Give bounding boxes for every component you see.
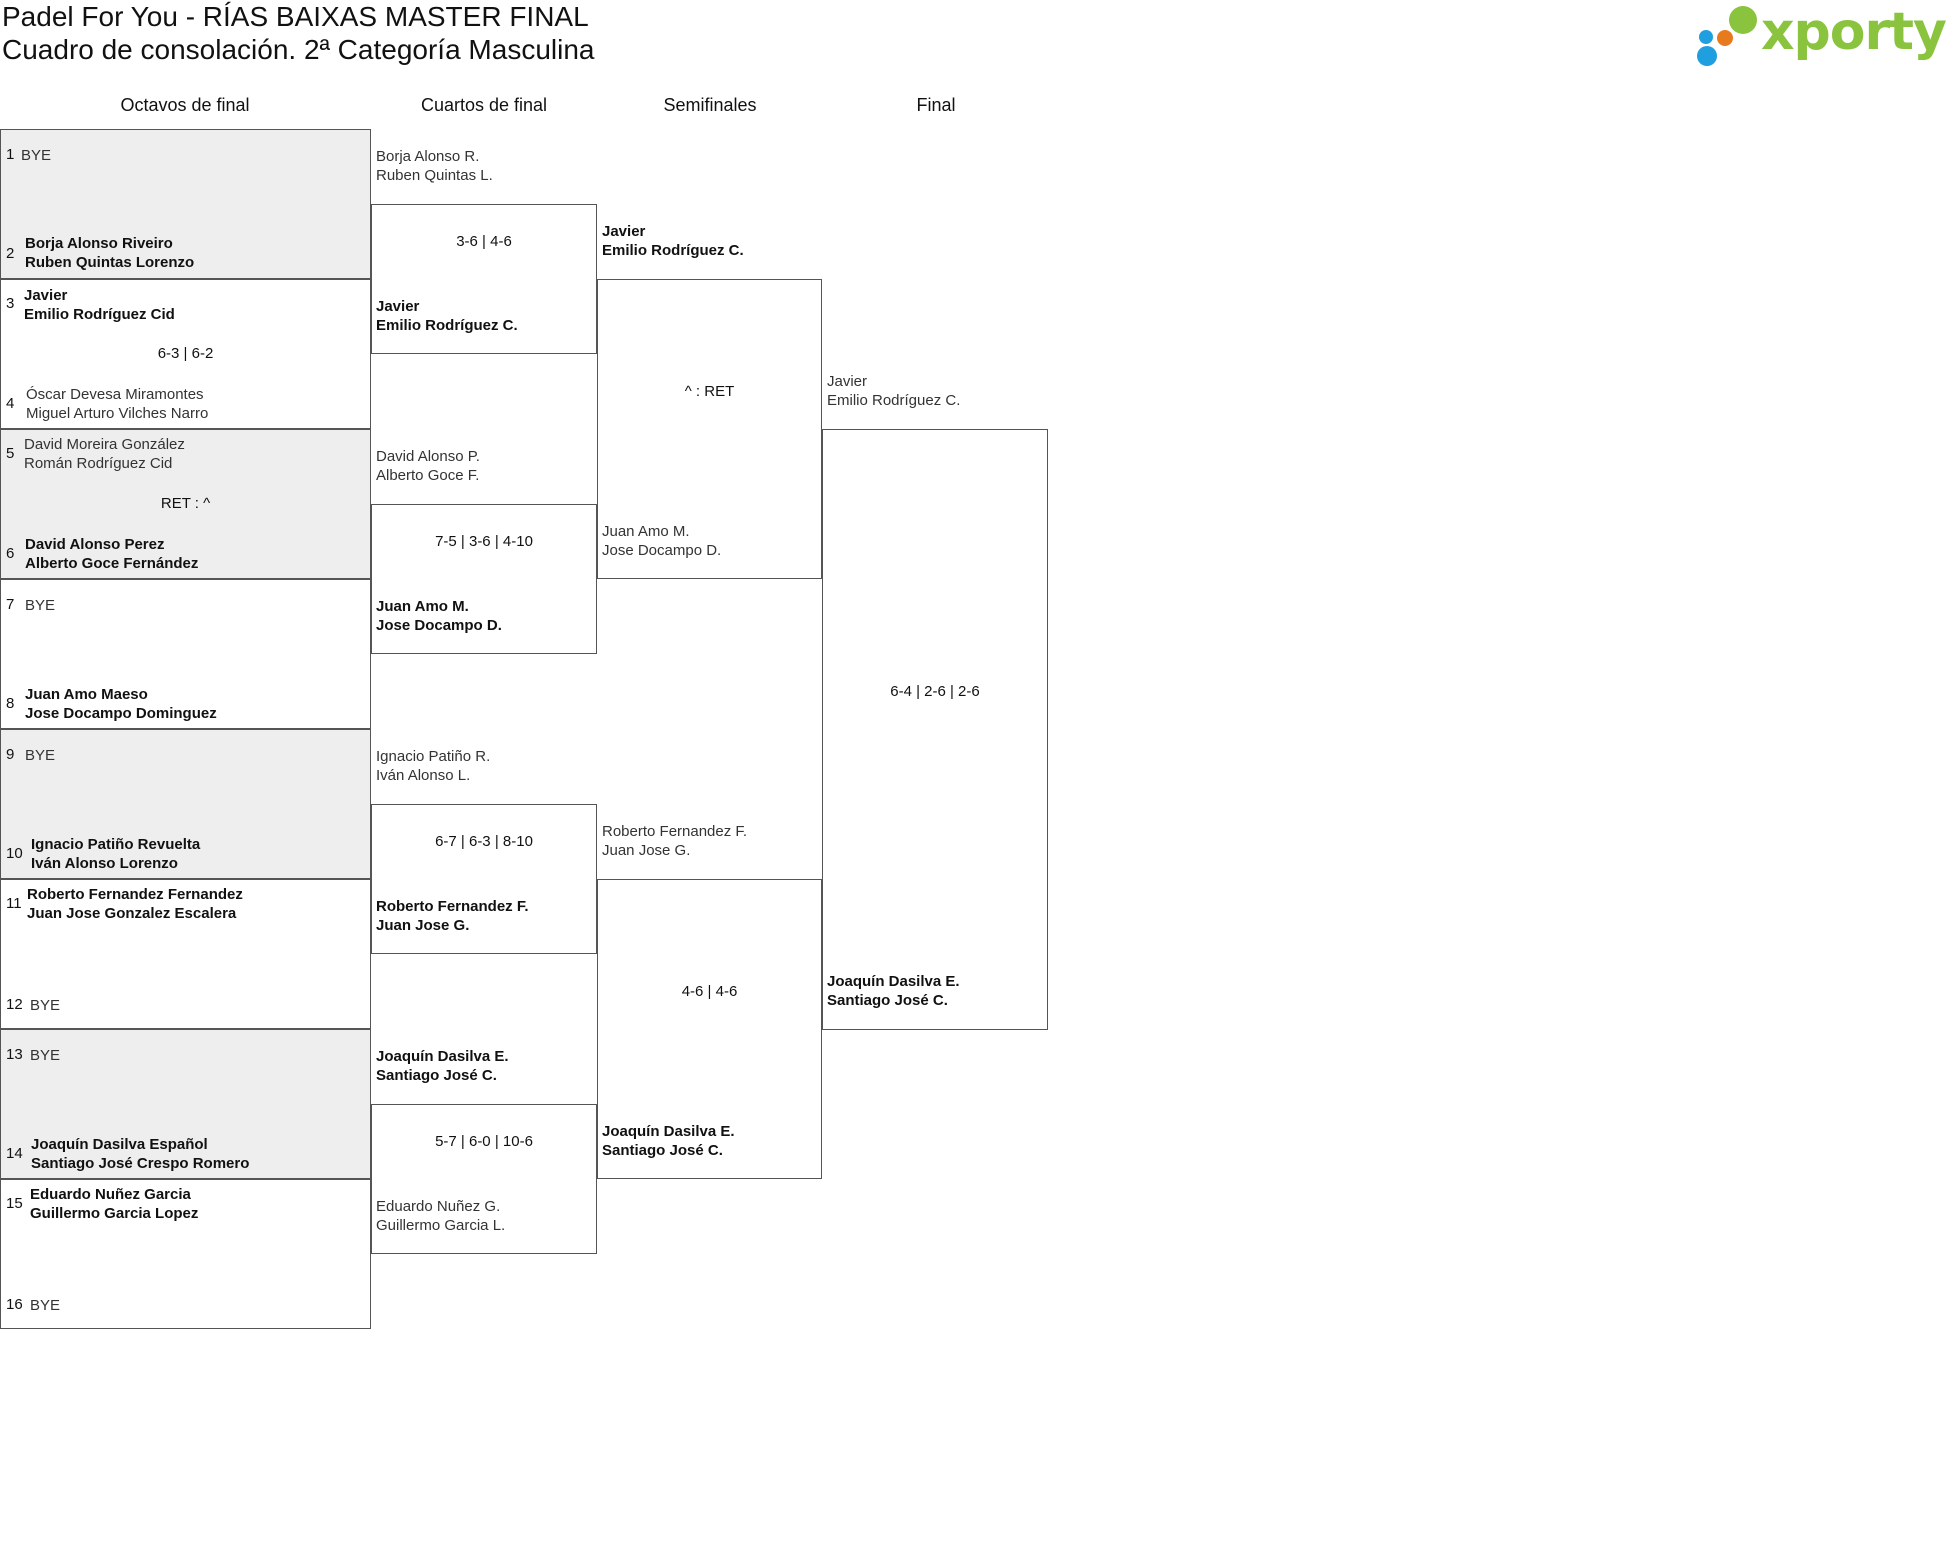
match-score: 6-3 | 6-2 xyxy=(157,345,214,362)
player-name: Alberto Goce F. xyxy=(376,467,480,484)
player-name: Miguel Arturo Vilches Narro xyxy=(26,405,209,422)
match-score: ^ : RET xyxy=(684,383,735,400)
seed-number: 8 xyxy=(6,695,15,712)
player-name: Joaquín Dasilva E. xyxy=(827,973,960,990)
player-name: Santiago José C. xyxy=(827,992,948,1009)
team-players xyxy=(24,435,185,473)
seed-number: 16 xyxy=(6,1296,23,1313)
logo-text: xporty xyxy=(1761,2,1946,62)
player-name: BYE xyxy=(25,747,56,764)
team-players xyxy=(25,535,198,573)
player-name: Ruben Quintas L. xyxy=(376,167,493,184)
team-players xyxy=(376,1197,505,1235)
player-name: Roberto Fernandez F. xyxy=(376,898,529,915)
player-name: Santiago José Crespo Romero xyxy=(31,1155,250,1172)
seed-number: 15 xyxy=(6,1195,23,1212)
player-name: Javier xyxy=(376,298,420,315)
player-name: Javier xyxy=(602,223,646,240)
logo-dot-green xyxy=(1729,6,1757,34)
team-players xyxy=(602,222,744,260)
match-score: 6-7 | 6-3 | 8-10 xyxy=(435,833,533,850)
team-players xyxy=(30,1296,60,1315)
page-title: Padel For You - RÍAS BAIXAS MASTER FINAL xyxy=(2,1,589,32)
team-players xyxy=(31,835,200,873)
player-name: Borja Alonso R. xyxy=(376,148,480,165)
player-name: Jose Docampo Dominguez xyxy=(25,705,217,722)
player-name: Ignacio Patiño R. xyxy=(376,748,491,765)
match-score: 3-6 | 4-6 xyxy=(456,233,512,250)
player-name: Guillermo Garcia L. xyxy=(376,1217,506,1234)
match-score: 4-6 | 4-6 xyxy=(681,983,738,1000)
team-players xyxy=(30,1046,60,1065)
round-header-cuartos: Cuartos de final xyxy=(420,95,548,115)
player-name: Joaquín Dasilva Español xyxy=(31,1136,208,1153)
team-players xyxy=(602,522,721,560)
team-players xyxy=(24,286,175,324)
team-players xyxy=(30,1185,198,1223)
logo-dot-orange xyxy=(1717,30,1733,46)
team-players xyxy=(25,746,55,765)
team-players xyxy=(27,885,243,923)
player-name: BYE xyxy=(25,597,56,614)
player-name: Ignacio Patiño Revuelta xyxy=(31,836,201,853)
player-name: BYE xyxy=(30,997,61,1014)
round-header-semis: Semifinales xyxy=(663,95,757,115)
player-name: Borja Alonso Riveiro xyxy=(25,235,173,252)
player-name: Juan Amo Maeso xyxy=(25,686,148,703)
team-players xyxy=(827,372,960,410)
match-score: 5-7 | 6-0 | 10-6 xyxy=(435,1133,533,1150)
team-players xyxy=(31,1135,249,1173)
seed-number: 5 xyxy=(6,445,15,462)
team-players xyxy=(376,597,502,635)
player-name: BYE xyxy=(30,1047,61,1064)
player-name: Javier xyxy=(24,287,68,304)
player-name: Roberto Fernandez Fernandez xyxy=(27,886,243,903)
seed-number: 10 xyxy=(6,845,23,862)
team-players xyxy=(21,146,51,165)
player-name: David Alonso Perez xyxy=(25,536,165,553)
player-name: Guillermo Garcia Lopez xyxy=(30,1205,199,1222)
team-players xyxy=(26,385,208,423)
xporty-logo[interactable] xyxy=(1695,2,1946,72)
team-players xyxy=(376,447,480,485)
seed-number: 6 xyxy=(6,545,15,562)
player-name: Jose Docampo D. xyxy=(602,542,722,559)
player-name: Santiago José C. xyxy=(602,1142,723,1159)
seed-number: 14 xyxy=(6,1145,23,1162)
player-name: Roberto Fernandez F. xyxy=(602,823,748,840)
player-name: BYE xyxy=(21,147,52,164)
seed-number: 3 xyxy=(6,295,15,312)
team-players xyxy=(30,996,60,1015)
logo-dot-blue xyxy=(1697,46,1717,66)
player-name: Juan Jose G. xyxy=(376,917,470,934)
player-name: Juan Jose Gonzalez Escalera xyxy=(27,905,237,922)
player-name: Iván Alonso L. xyxy=(376,767,471,784)
team-players xyxy=(376,147,493,185)
player-name: Joaquín Dasilva E. xyxy=(602,1123,735,1140)
team-players xyxy=(376,897,529,935)
player-name: David Moreira González xyxy=(24,436,185,453)
player-name: Juan Jose G. xyxy=(602,842,691,859)
team-players xyxy=(376,1047,509,1085)
round-header-octavos: Octavos de final xyxy=(120,95,250,115)
player-name: Jose Docampo D. xyxy=(376,617,502,634)
round-header-final: Final xyxy=(916,95,956,115)
player-name: Alberto Goce Fernández xyxy=(25,555,199,572)
seed-number: 4 xyxy=(6,395,15,412)
seed-number: 13 xyxy=(6,1046,23,1063)
seed-number: 2 xyxy=(6,245,15,262)
player-name: Iván Alonso Lorenzo xyxy=(31,855,178,872)
seed-number: 9 xyxy=(6,746,15,763)
player-name: Eduardo Nuñez Garcia xyxy=(30,1186,191,1203)
final-match xyxy=(822,429,1048,1030)
player-name: David Alonso P. xyxy=(376,448,480,465)
player-name: Román Rodríguez Cid xyxy=(24,455,173,472)
player-name: Emilio Rodríguez C. xyxy=(376,317,518,334)
team-players xyxy=(827,972,960,1010)
player-name: Juan Amo M. xyxy=(376,598,469,615)
player-name: Emilio Rodríguez C. xyxy=(602,242,744,259)
player-name: Santiago José C. xyxy=(376,1067,497,1084)
team-players xyxy=(25,596,55,615)
player-name: Javier xyxy=(827,373,868,390)
team-players xyxy=(376,747,490,785)
player-name: Eduardo Nuñez G. xyxy=(376,1198,501,1215)
team-players xyxy=(602,1122,735,1160)
match-score: 6-4 | 2-6 | 2-6 xyxy=(890,683,980,700)
page-subtitle: Cuadro de consolación. 2ª Categoría Masculina xyxy=(2,34,595,65)
player-name: Juan Amo M. xyxy=(602,523,690,540)
seed-number: 11 xyxy=(6,895,22,912)
player-name: Emilio Rodríguez C. xyxy=(827,392,961,409)
seed-number: 12 xyxy=(6,996,23,1013)
match-score: 7-5 | 3-6 | 4-10 xyxy=(435,533,533,550)
team-players xyxy=(25,234,194,272)
match-score: RET : ^ xyxy=(160,495,211,512)
player-name: Ruben Quintas Lorenzo xyxy=(25,254,195,271)
player-name: BYE xyxy=(30,1297,61,1314)
team-players xyxy=(25,685,217,723)
seed-number: 1 xyxy=(6,146,15,163)
player-name: Joaquín Dasilva E. xyxy=(376,1048,509,1065)
seed-number: 7 xyxy=(6,596,15,613)
team-players xyxy=(376,297,518,335)
team-players xyxy=(602,822,747,860)
logo-dot-blue-small xyxy=(1699,30,1713,44)
player-name: Emilio Rodríguez Cid xyxy=(24,306,175,323)
player-name: Óscar Devesa Miramontes xyxy=(26,386,204,403)
